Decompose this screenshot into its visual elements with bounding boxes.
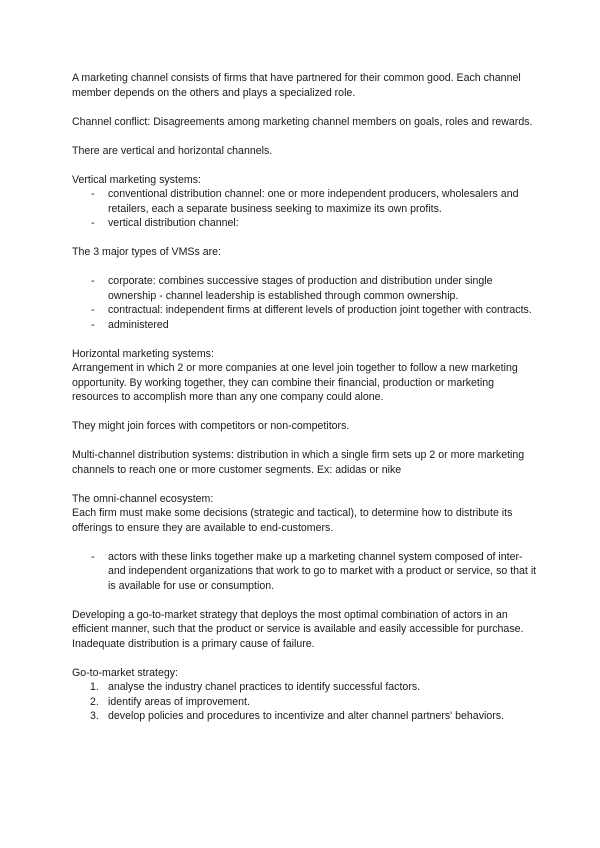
list-item: 2. identify areas of improvement. <box>90 695 250 708</box>
number-marker: 2. <box>90 695 99 708</box>
paragraph-channel-conflict: Channel conflict: Disagreements among marketing channel members on goals, roles and rewards. <box>72 115 533 128</box>
dash-bullet: - <box>91 318 95 331</box>
paragraph-join-forces: They might join forces with competitors or non-competitors. <box>72 420 350 432</box>
paragraph-multi-channel: Multi-channel distribution systems: distribution in which a single firm sets up 2 or more marketing channels to reach one or more customer segments. Ex: adidas or nike <box>72 449 525 476</box>
list-item: - actors with these links together make up a marketing channel system composed of inter- and independent organizations that work to go to market with a product or service, so that it is available for use or consumption. <box>91 550 537 592</box>
list-go-to-market <box>72 680 542 724</box>
dash-bullet: - <box>91 188 95 200</box>
paragraph-horizontal-arrangement: Arrangement in which 2 or more companies at one level join together to follow a new marketing opportunity. By working together, they can combine their financial, production or marketing resources to accomplish more than any one company could alone. <box>72 362 518 403</box>
dash-bullet: - <box>91 217 95 229</box>
list-omni <box>72 550 542 594</box>
dash-bullet: - <box>91 275 95 287</box>
list-item: - vertical distribution channel: <box>91 217 239 229</box>
heading-horizontal-marketing-systems: Horizontal marketing systems: <box>72 347 214 360</box>
list-item: - conventional distribution channel: one or more independent producers, wholesalers and retailers, each a separate business seeking to maximize its own profits. <box>91 188 519 215</box>
list-vms-types <box>72 274 542 332</box>
heading-vertical-marketing-systems: Vertical marketing systems: <box>72 173 201 186</box>
dash-bullet: - <box>91 304 95 316</box>
paragraph-marketing-channel: A marketing channel consists of firms that have partnered for their common good. Each channel member depends on the others and plays a specialized role. <box>72 72 521 99</box>
heading-go-to-market-strategy: Go-to-market strategy: <box>72 666 178 679</box>
number-marker: 1. <box>90 681 99 693</box>
paragraph-omni-channel: Each firm must make some decisions (strategic and tactical), to determine how to distribute its offerings to ensure they are available to end-customers. <box>72 507 513 534</box>
dash-bullet: - <box>91 550 95 563</box>
number-marker: 3. <box>90 710 99 722</box>
list-item: - administered <box>91 318 169 331</box>
list-vms <box>72 187 542 231</box>
heading-vms-types: The 3 major types of VMSs are: <box>72 246 221 258</box>
document-body <box>72 71 542 724</box>
heading-omni-channel: The omni-channel ecosystem: <box>72 492 214 505</box>
paragraph-vertical-horizontal: There are vertical and horizontal channels. <box>72 144 273 157</box>
paragraph-go-to-market: Developing a go-to-market strategy that deploys the most optimal combination of actors in an efficient manner, such that the product or service is available and easily accessible for purchase. Inadequate distribution is a primary cause of failure. <box>72 608 524 650</box>
list-item: - corporate: combines successive stages of production and distribution under single ownership - channel leadership is established through common ownership. <box>91 275 493 302</box>
list-item: 3. develop policies and procedures to incentivize and alter channel partners' behaviors. <box>90 710 504 722</box>
list-item: - contractual: independent firms at different levels of production joint together with contracts. <box>91 304 532 316</box>
list-item: 1. analyse the industry chanel practices to identify successful factors. <box>90 681 421 693</box>
